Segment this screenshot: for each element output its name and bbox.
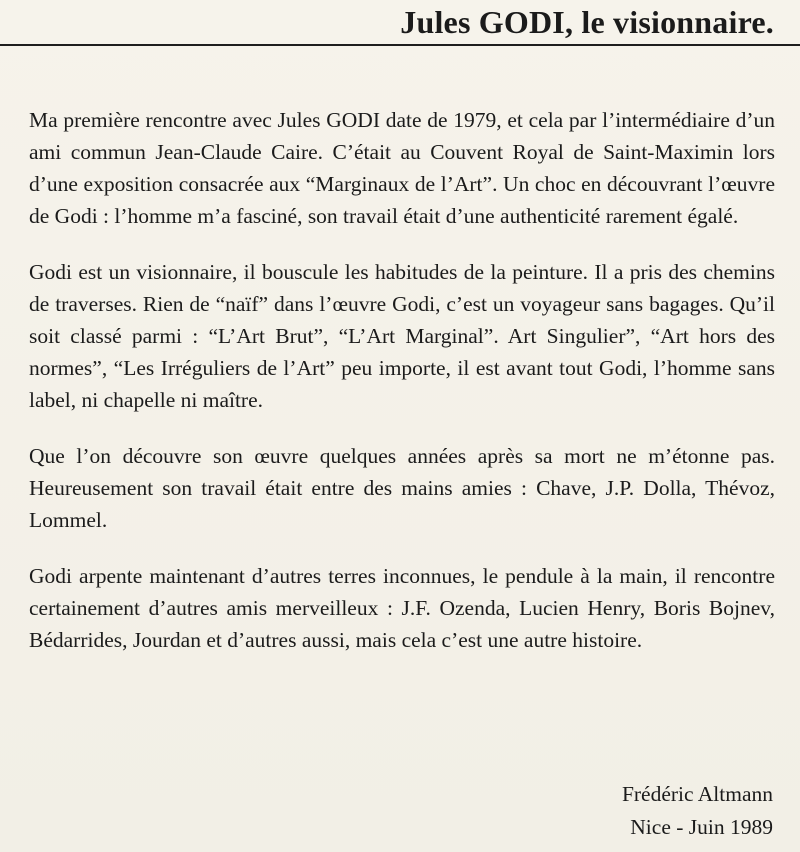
paragraph-3: Que l’on découvre son œuvre quelques années après sa mort ne m’étonne pas. Heureusement son travail était entre des mains amies : Chave, J.P. Dolla, Thévoz, Lommel. [29, 444, 775, 532]
paragraph-2: Godi est un visionnaire, il bouscule les habitudes de la peinture. Il a pris des chemins de traverses. Rien de “naïf” dans l’œuvre Godi, c’est un voyageur sans bagages. Qu’il soit classé parmi : “L’Art Brut”, “L’Art Marginal”. Art Singulier”, “Art hors des normes”, “Les Irréguliers de l’Art” peu importe, il est avant tout Godi, l’homme sans label, ni chapelle ni maître. [29, 260, 775, 412]
paragraph-1: Ma première rencontre avec Jules GODI date de 1979, et cela par l’intermédiaire d’un ami commun Jean-Claude Caire. C’était au Couvent Royal de Saint-Maximin lors d’une exposition consacrée aux “Marginaux de l’Art”. Un choc en découvrant l’œuvre de Godi : l’homme m’a fasciné, son travail était d’une authenticité rarement égalé. [29, 108, 775, 228]
signature-place-date: Nice - Juin 1989 [630, 815, 773, 839]
article-body [29, 104, 775, 680]
article-title: Jules GODI, le visionnaire. [400, 4, 774, 40]
signature-author: Frédéric Altmann [621, 782, 773, 806]
signature-block [622, 778, 773, 844]
paragraph-4: Godi arpente maintenant d’autres terres inconnues, le pendule à la main, il rencontre certainement d’autres amis merveilleux : J.F. Ozenda, Lucien Henry, Boris Bojnev, Bédarrides, Jourdan et d’autres aussi, mais cela c’est une autre histoire. [29, 564, 775, 652]
title-rule [0, 44, 800, 46]
